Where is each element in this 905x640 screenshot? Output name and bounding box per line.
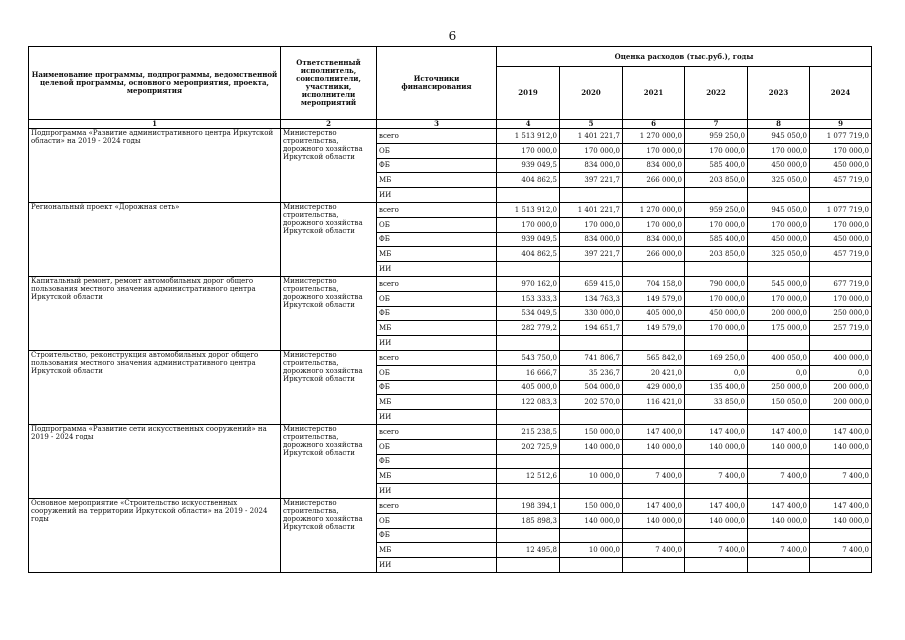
amount-cell: 170 000,0: [685, 321, 748, 336]
amount-cell: 170 000,0: [748, 217, 810, 232]
amount-cell: [810, 454, 872, 469]
amount-cell: 140 000,0: [685, 513, 748, 528]
funding-source: ОБ: [377, 217, 497, 232]
amount-cell: 0,0: [748, 365, 810, 380]
amount-cell: 170 000,0: [497, 217, 560, 232]
amount-cell: [810, 336, 872, 351]
amount-cell: 0,0: [810, 365, 872, 380]
amount-cell: [748, 484, 810, 499]
col-number: 1: [29, 120, 281, 129]
amount-cell: 7 400,0: [810, 543, 872, 558]
amount-cell: 1 513 912,0: [497, 202, 560, 217]
col-number: 7: [685, 120, 748, 129]
amount-cell: 7 400,0: [685, 469, 748, 484]
amount-cell: 7 400,0: [623, 469, 685, 484]
section-executor: Министерство строительства, дорожного хозяйства Иркутской области: [281, 202, 377, 276]
amount-cell: 400 000,0: [810, 350, 872, 365]
header-year: 2023: [748, 67, 810, 120]
amount-cell: 147 400,0: [810, 498, 872, 513]
amount-cell: 140 000,0: [748, 439, 810, 454]
amount-cell: [497, 484, 560, 499]
expenditure-table: [28, 46, 872, 573]
amount-cell: [748, 558, 810, 573]
col-number: 4: [497, 120, 560, 129]
amount-cell: [497, 528, 560, 543]
amount-cell: [748, 410, 810, 425]
amount-cell: 0,0: [685, 365, 748, 380]
amount-cell: [685, 410, 748, 425]
amount-cell: 450 000,0: [685, 306, 748, 321]
section-name: Основное мероприятие «Строительство искусственных сооружений на территории Иркутской области» на 2019 - 2024 годы: [29, 498, 281, 572]
amount-cell: [560, 336, 623, 351]
funding-source: всего: [377, 202, 497, 217]
amount-cell: 194 651,7: [560, 321, 623, 336]
amount-cell: 429 000,0: [623, 380, 685, 395]
amount-cell: 170 000,0: [623, 217, 685, 232]
amount-cell: 397 221,7: [560, 247, 623, 262]
amount-cell: [497, 188, 560, 203]
amount-cell: 397 221,7: [560, 173, 623, 188]
amount-cell: [810, 528, 872, 543]
funding-source: ОБ: [377, 513, 497, 528]
funding-source: всего: [377, 498, 497, 513]
amount-cell: 150 000,0: [560, 424, 623, 439]
funding-source: ОБ: [377, 365, 497, 380]
amount-cell: [748, 454, 810, 469]
amount-cell: 7 400,0: [810, 469, 872, 484]
amount-cell: 450 000,0: [810, 232, 872, 247]
amount-cell: 140 000,0: [623, 439, 685, 454]
amount-cell: 404 862,5: [497, 173, 560, 188]
funding-source: ФБ: [377, 528, 497, 543]
amount-cell: 140 000,0: [560, 439, 623, 454]
col-number: 5: [560, 120, 623, 129]
amount-cell: 704 158,0: [623, 276, 685, 291]
amount-cell: 147 400,0: [623, 498, 685, 513]
funding-source: МБ: [377, 247, 497, 262]
amount-cell: 170 000,0: [748, 291, 810, 306]
amount-cell: [748, 528, 810, 543]
amount-cell: [497, 262, 560, 277]
funding-source: ИИ: [377, 410, 497, 425]
amount-cell: 404 862,5: [497, 247, 560, 262]
amount-cell: [810, 188, 872, 203]
section-executor: Министерство строительства, дорожного хозяйства Иркутской области: [281, 350, 377, 424]
section-executor: Министерство строительства, дорожного хозяйства Иркутской области: [281, 498, 377, 572]
amount-cell: [810, 410, 872, 425]
col-number: 8: [748, 120, 810, 129]
section-name: Региональный проект «Дорожная сеть»: [29, 202, 281, 276]
amount-cell: 149 579,0: [623, 291, 685, 306]
amount-cell: [685, 454, 748, 469]
amount-cell: [685, 528, 748, 543]
amount-cell: 153 333,3: [497, 291, 560, 306]
amount-cell: 1 077 719,0: [810, 202, 872, 217]
amount-cell: [560, 558, 623, 573]
funding-source: ФБ: [377, 232, 497, 247]
col-number: 3: [377, 120, 497, 129]
amount-cell: 170 000,0: [810, 291, 872, 306]
amount-cell: 834 000,0: [623, 232, 685, 247]
amount-cell: 534 049,5: [497, 306, 560, 321]
amount-cell: 200 000,0: [810, 380, 872, 395]
amount-cell: [685, 188, 748, 203]
amount-cell: [685, 484, 748, 499]
amount-cell: [748, 262, 810, 277]
amount-cell: 504 000,0: [560, 380, 623, 395]
amount-cell: 170 000,0: [560, 143, 623, 158]
amount-cell: 140 000,0: [810, 513, 872, 528]
amount-cell: [497, 558, 560, 573]
funding-source: ИИ: [377, 336, 497, 351]
amount-cell: 116 421,0: [623, 395, 685, 410]
amount-cell: 1 077 719,0: [810, 129, 872, 144]
amount-cell: 12 495,8: [497, 543, 560, 558]
amount-cell: 790 000,0: [685, 276, 748, 291]
amount-cell: 140 000,0: [560, 513, 623, 528]
amount-cell: 400 050,0: [748, 350, 810, 365]
amount-cell: [560, 528, 623, 543]
amount-cell: [748, 188, 810, 203]
amount-cell: 457 719,0: [810, 247, 872, 262]
amount-cell: [623, 410, 685, 425]
funding-source: всего: [377, 350, 497, 365]
page-number: 6: [448, 29, 457, 43]
amount-cell: 741 806,7: [560, 350, 623, 365]
funding-source: МБ: [377, 395, 497, 410]
amount-cell: 200 000,0: [810, 395, 872, 410]
amount-cell: 170 000,0: [560, 217, 623, 232]
amount-cell: 170 000,0: [810, 217, 872, 232]
amount-cell: [560, 188, 623, 203]
amount-cell: 959 250,0: [685, 129, 748, 144]
amount-cell: 585 400,0: [685, 232, 748, 247]
amount-cell: 147 400,0: [685, 424, 748, 439]
amount-cell: [623, 558, 685, 573]
amount-cell: 140 000,0: [623, 513, 685, 528]
amount-cell: [623, 188, 685, 203]
amount-cell: 215 238,5: [497, 424, 560, 439]
header-executor: Ответственный исполнитель, соисполнители, участники, исполнители мероприятий: [281, 47, 377, 120]
amount-cell: 175 000,0: [748, 321, 810, 336]
table-row: [29, 498, 872, 513]
section-name: Подпрограмма «Развитие сети искусственных сооружений» на 2019 - 2024 годы: [29, 424, 281, 498]
amount-cell: 450 000,0: [748, 158, 810, 173]
amount-cell: 185 898,3: [497, 513, 560, 528]
amount-cell: 170 000,0: [685, 217, 748, 232]
funding-source: МБ: [377, 173, 497, 188]
amount-cell: 147 400,0: [810, 424, 872, 439]
amount-cell: 450 000,0: [810, 158, 872, 173]
amount-cell: 250 000,0: [748, 380, 810, 395]
amount-cell: 970 162,0: [497, 276, 560, 291]
amount-cell: 7 400,0: [748, 543, 810, 558]
table-row: [29, 424, 872, 439]
amount-cell: [748, 336, 810, 351]
amount-cell: [560, 410, 623, 425]
amount-cell: 330 000,0: [560, 306, 623, 321]
amount-cell: 20 421,0: [623, 365, 685, 380]
amount-cell: 147 400,0: [748, 498, 810, 513]
amount-cell: 140 000,0: [685, 439, 748, 454]
amount-cell: [623, 528, 685, 543]
amount-cell: 170 000,0: [623, 143, 685, 158]
amount-cell: 170 000,0: [497, 143, 560, 158]
amount-cell: 140 000,0: [748, 513, 810, 528]
amount-cell: 147 400,0: [685, 498, 748, 513]
amount-cell: [623, 454, 685, 469]
amount-cell: 939 049,5: [497, 232, 560, 247]
amount-cell: [560, 484, 623, 499]
amount-cell: 35 236,7: [560, 365, 623, 380]
amount-cell: 1 270 000,0: [623, 202, 685, 217]
col-number: 6: [623, 120, 685, 129]
amount-cell: 7 400,0: [623, 543, 685, 558]
amount-cell: 405 000,0: [497, 380, 560, 395]
amount-cell: 959 250,0: [685, 202, 748, 217]
amount-cell: 10 000,0: [560, 469, 623, 484]
funding-source: всего: [377, 424, 497, 439]
funding-source: ФБ: [377, 306, 497, 321]
section-name: Капитальный ремонт, ремонт автомобильных дорог общего пользования местного значения административного центра Иркутской области: [29, 276, 281, 350]
funding-source: ИИ: [377, 262, 497, 277]
header-source: Источники финансирования: [377, 47, 497, 120]
amount-cell: 1 401 221,7: [560, 129, 623, 144]
amount-cell: [497, 410, 560, 425]
amount-cell: 170 000,0: [685, 143, 748, 158]
funding-source: ИИ: [377, 188, 497, 203]
amount-cell: 203 850,0: [685, 247, 748, 262]
amount-cell: 834 000,0: [560, 158, 623, 173]
amount-cell: 457 719,0: [810, 173, 872, 188]
amount-cell: 135 400,0: [685, 380, 748, 395]
amount-cell: 170 000,0: [810, 143, 872, 158]
amount-cell: 16 666,7: [497, 365, 560, 380]
amount-cell: 565 842,0: [623, 350, 685, 365]
amount-cell: 198 394,1: [497, 498, 560, 513]
amount-cell: 266 000,0: [623, 247, 685, 262]
header-estimate: Оценка расходов (тыс.руб.), годы: [497, 47, 872, 67]
amount-cell: 147 400,0: [748, 424, 810, 439]
header-year: 2024: [810, 67, 872, 120]
table-row: [29, 129, 872, 144]
funding-source: МБ: [377, 321, 497, 336]
funding-source: ОБ: [377, 291, 497, 306]
amount-cell: 257 719,0: [810, 321, 872, 336]
amount-cell: 12 512,6: [497, 469, 560, 484]
amount-cell: 266 000,0: [623, 173, 685, 188]
funding-source: ОБ: [377, 143, 497, 158]
amount-cell: 169 250,0: [685, 350, 748, 365]
funding-source: всего: [377, 129, 497, 144]
amount-cell: 325 050,0: [748, 173, 810, 188]
amount-cell: 150 000,0: [560, 498, 623, 513]
col-number: 9: [810, 120, 872, 129]
table-row: [29, 350, 872, 365]
header-year: 2019: [497, 67, 560, 120]
amount-cell: [623, 262, 685, 277]
funding-source: ОБ: [377, 439, 497, 454]
amount-cell: 945 050,0: [748, 202, 810, 217]
amount-cell: 202 570,0: [560, 395, 623, 410]
header-year: 2022: [685, 67, 748, 120]
header-year: 2021: [623, 67, 685, 120]
amount-cell: 170 000,0: [748, 143, 810, 158]
amount-cell: 7 400,0: [685, 543, 748, 558]
section-executor: Министерство строительства, дорожного хозяйства Иркутской области: [281, 276, 377, 350]
amount-cell: 677 719,0: [810, 276, 872, 291]
table-row: [29, 202, 872, 217]
amount-cell: [685, 336, 748, 351]
amount-cell: [810, 262, 872, 277]
amount-cell: [497, 336, 560, 351]
amount-cell: [685, 262, 748, 277]
amount-cell: [497, 454, 560, 469]
amount-cell: 282 779,2: [497, 321, 560, 336]
amount-cell: 202 725,9: [497, 439, 560, 454]
amount-cell: 140 000,0: [810, 439, 872, 454]
amount-cell: 122 083,3: [497, 395, 560, 410]
funding-source: ФБ: [377, 380, 497, 395]
funding-source: ФБ: [377, 158, 497, 173]
amount-cell: [810, 558, 872, 573]
funding-source: МБ: [377, 543, 497, 558]
funding-source: ИИ: [377, 558, 497, 573]
amount-cell: 10 000,0: [560, 543, 623, 558]
amount-cell: 325 050,0: [748, 247, 810, 262]
amount-cell: [810, 484, 872, 499]
amount-cell: 1 270 000,0: [623, 129, 685, 144]
section-name: Строительство, реконструкция автомобильных дорог общего пользования местного значения административного центра Иркутской области: [29, 350, 281, 424]
amount-cell: 200 000,0: [748, 306, 810, 321]
funding-source: МБ: [377, 469, 497, 484]
amount-cell: 203 850,0: [685, 173, 748, 188]
amount-cell: [560, 454, 623, 469]
amount-cell: 33 850,0: [685, 395, 748, 410]
amount-cell: 834 000,0: [560, 232, 623, 247]
amount-cell: 147 400,0: [623, 424, 685, 439]
amount-cell: 170 000,0: [685, 291, 748, 306]
amount-cell: 545 000,0: [748, 276, 810, 291]
table-row: [29, 276, 872, 291]
amount-cell: 939 049,5: [497, 158, 560, 173]
amount-cell: 7 400,0: [748, 469, 810, 484]
amount-cell: 134 763,3: [560, 291, 623, 306]
section-name: Подпрограмма «Развитие административного центра Иркутской области» на 2019 - 2024 годы: [29, 129, 281, 203]
section-executor: Министерство строительства, дорожного хозяйства Иркутской области: [281, 129, 377, 203]
amount-cell: 149 579,0: [623, 321, 685, 336]
amount-cell: 150 050,0: [748, 395, 810, 410]
header-name: Наименование программы, подпрограммы, ведомственной целевой программы, основного мероприятия, проекта, мероприятия: [29, 47, 281, 120]
funding-source: ИИ: [377, 484, 497, 499]
amount-cell: 450 000,0: [748, 232, 810, 247]
amount-cell: 834 000,0: [623, 158, 685, 173]
header-year: 2020: [560, 67, 623, 120]
amount-cell: 945 050,0: [748, 129, 810, 144]
amount-cell: 1 513 912,0: [497, 129, 560, 144]
funding-source: ФБ: [377, 454, 497, 469]
amount-cell: 250 000,0: [810, 306, 872, 321]
funding-source: всего: [377, 276, 497, 291]
amount-cell: 1 401 221,7: [560, 202, 623, 217]
amount-cell: 659 415,0: [560, 276, 623, 291]
amount-cell: [623, 336, 685, 351]
amount-cell: 405 000,0: [623, 306, 685, 321]
amount-cell: [623, 484, 685, 499]
amount-cell: 543 750,0: [497, 350, 560, 365]
amount-cell: [560, 262, 623, 277]
section-executor: Министерство строительства, дорожного хозяйства Иркутской области: [281, 424, 377, 498]
amount-cell: [685, 558, 748, 573]
col-number: 2: [281, 120, 377, 129]
amount-cell: 585 400,0: [685, 158, 748, 173]
table-body: [29, 129, 872, 573]
